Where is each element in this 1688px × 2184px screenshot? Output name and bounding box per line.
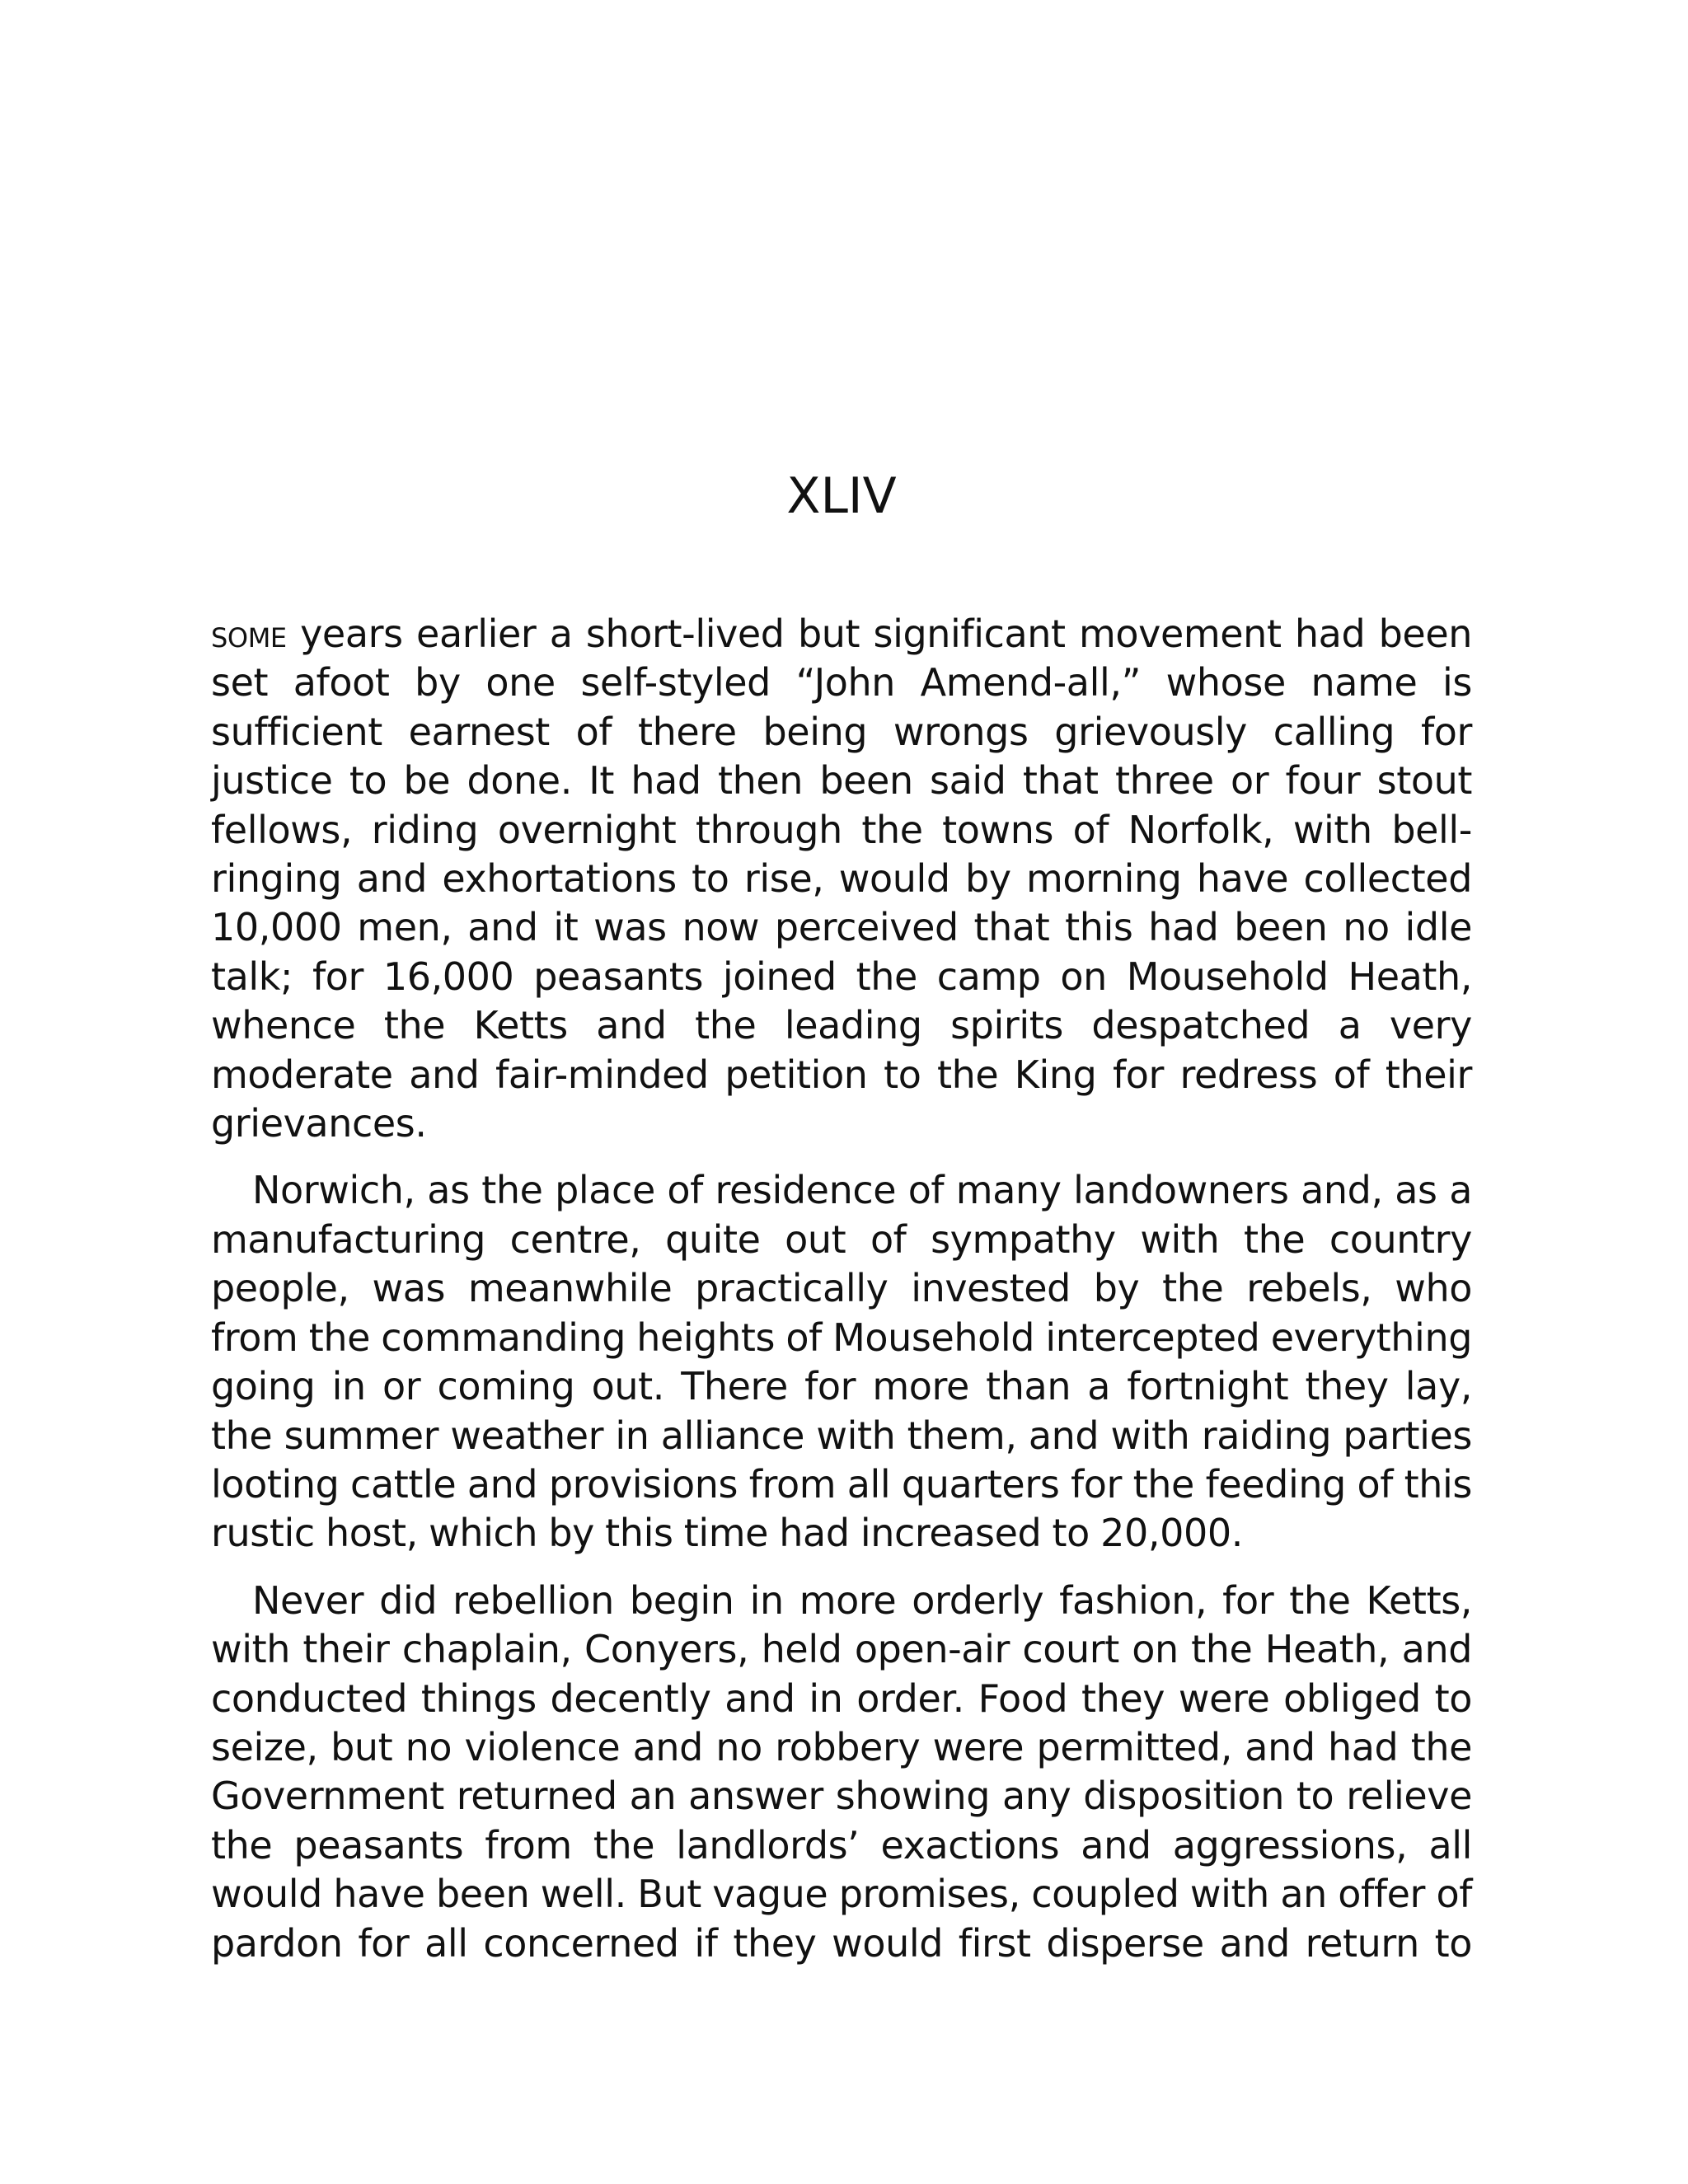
paragraph-3-text: Never did rebellion begin in more orderly fashion, for the Ketts, with their chaplain, Conyers, held open-air court on the Heath, and conducted things decently and in order. Food they were obliged to seize, but no violence and no robbery were permitted, and had the Government returned an answer showing any disposition to relieve the peasants from the landlords’ exactions and aggressions, all would have been well. But vague promises, coupled with an offer of pardon for all concerned if they would first disperse and return to bbox=[211, 1577, 1472, 1966]
paragraph-2-text: Norwich, as the place of residence of many landowners and, as a manufacturing centre, quite out of sympathy with the country people, was meanwhile practically invested by the rebels, who from the commanding heights of Mousehold intercepted everything going in or coming out. There for more than a fortnight they lay, the summer weather in alliance with them, and with raiding parties looting cattle and provisions from all quarters for the feeding of this rustic host, which by this time had increased to 20,000. bbox=[211, 1168, 1472, 1556]
chapter-heading: XLIV bbox=[786, 467, 897, 525]
lead-word-smallcaps: some bbox=[211, 612, 287, 656]
paragraph-1-text: years earlier a short-lived but significant movement had been set afoot by one self-styled “John Amend-all,” whose name is sufficient earnest of there being wrongs grievously calling for justice to be done. It had then been said that three or four stout fellows, riding overnight through the towns of Norfolk, with bell-ringing and exhortations to rise, would by morning have collected 10,000 men, and it was now perceived that this had been no idle talk; for 16,000 peasants joined the camp on Mousehold Heath, whence the Ketts and the leading spirits despatched a very moderate and fair-minded petition to the King for redress of their grievances. bbox=[211, 612, 1472, 1146]
paragraph-1 bbox=[211, 610, 1472, 1148]
paragraph-3 bbox=[211, 1577, 1472, 1968]
paragraph-2 bbox=[211, 1166, 1472, 1558]
chapter-body bbox=[211, 610, 1472, 1986]
